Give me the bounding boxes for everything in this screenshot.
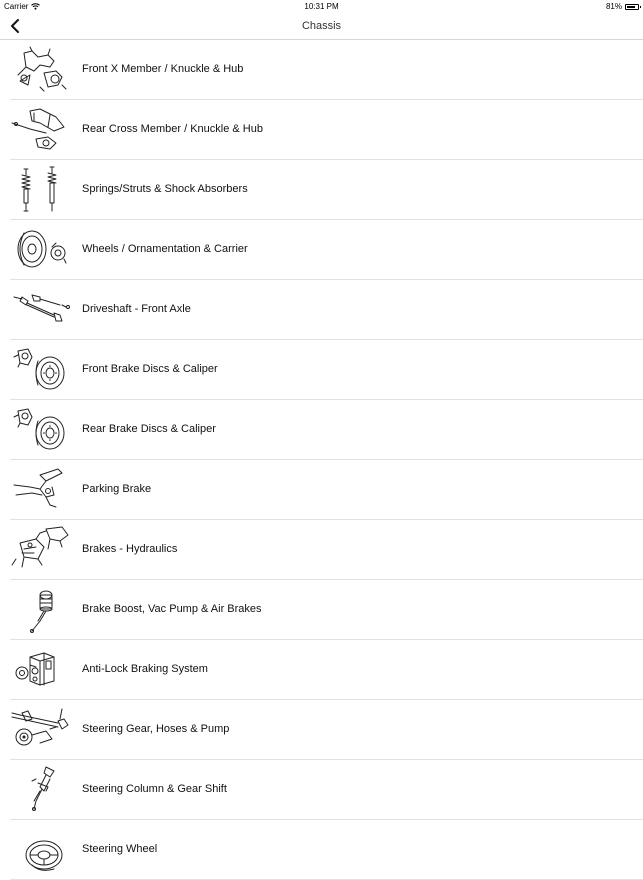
list-item-3[interactable] (10, 160, 643, 220)
list-item-8[interactable] (10, 460, 643, 520)
list-item-label: Parking Brake (82, 483, 152, 495)
list-item-label: Rear Cross Member / Knuckle & Hub (82, 123, 263, 135)
driveshaft-icon (10, 285, 72, 335)
steering-column-icon (10, 765, 72, 815)
list-item-label: Anti-Lock Braking System (82, 663, 208, 675)
carrier-label: Carrier (4, 2, 29, 11)
rear-cross-member-icon (10, 105, 72, 155)
shock-absorber-icon (10, 165, 72, 215)
front-x-member-icon (10, 45, 72, 95)
steering-gear-icon (10, 705, 72, 755)
parking-brake-icon (10, 465, 72, 515)
list-item-1[interactable] (10, 40, 643, 100)
front-x-member-icon (10, 45, 72, 95)
brake-boost-icon (10, 585, 72, 635)
parking-brake-icon (10, 465, 72, 515)
list-item-label: Front X Member / Knuckle & Hub (82, 63, 244, 75)
status-bar (0, 0, 643, 13)
navigation-bar (0, 13, 643, 40)
wheel-icon (10, 225, 72, 275)
list-item-14[interactable] (10, 820, 643, 880)
list-item-label: Brake Boost, Vac Pump & Air Brakes (82, 603, 262, 615)
abs-unit-icon (10, 645, 72, 695)
list-item-13[interactable] (10, 760, 643, 820)
list-item-12[interactable] (10, 700, 643, 760)
list-item-label: Steering Column & Gear Shift (82, 783, 227, 795)
rear-cross-member-icon (10, 105, 72, 155)
battery-percent: 81% (605, 2, 622, 11)
list-item-11[interactable] (10, 640, 643, 700)
list-item-4[interactable] (10, 220, 643, 280)
list-item-label: Front Brake Discs & Caliper (82, 363, 218, 375)
abs-unit-icon (10, 645, 72, 695)
list-item-6[interactable] (10, 340, 643, 400)
shock-absorber-icon (10, 165, 72, 215)
driveshaft-icon (10, 285, 72, 335)
brake-hydraulics-icon (10, 525, 72, 575)
brake-boost-icon (10, 585, 72, 635)
steering-wheel-icon (10, 825, 72, 875)
page-title: Chassis (301, 20, 342, 32)
wheel-icon (10, 225, 72, 275)
battery-info (606, 2, 639, 11)
battery-icon (625, 4, 639, 10)
list-item-label: Steering Gear, Hoses & Pump (82, 723, 230, 735)
list-item-2[interactable] (10, 100, 643, 160)
list-item-label: Springs/Struts & Shock Absorbers (82, 183, 248, 195)
list-item-label: Driveshaft - Front Axle (82, 303, 191, 315)
steering-wheel-icon (10, 825, 72, 875)
category-list (0, 40, 643, 880)
brake-disc-icon (10, 405, 72, 455)
brake-disc-icon (10, 345, 72, 395)
list-item-9[interactable] (10, 520, 643, 580)
list-item-label: Steering Wheel (82, 843, 158, 855)
brake-disc-icon (10, 345, 72, 395)
list-item-10[interactable] (10, 580, 643, 640)
brake-hydraulics-icon (10, 525, 72, 575)
status-time: 10:31 PM (304, 2, 339, 11)
list-item-7[interactable] (10, 400, 643, 460)
steering-column-icon (10, 765, 72, 815)
list-item-5[interactable] (10, 280, 643, 340)
list-item-label: Brakes - Hydraulics (82, 543, 178, 555)
list-item-label: Wheels / Ornamentation & Carrier (82, 243, 248, 255)
steering-gear-icon (10, 705, 72, 755)
list-item-label: Rear Brake Discs & Caliper (82, 423, 216, 435)
brake-disc-icon (10, 405, 72, 455)
